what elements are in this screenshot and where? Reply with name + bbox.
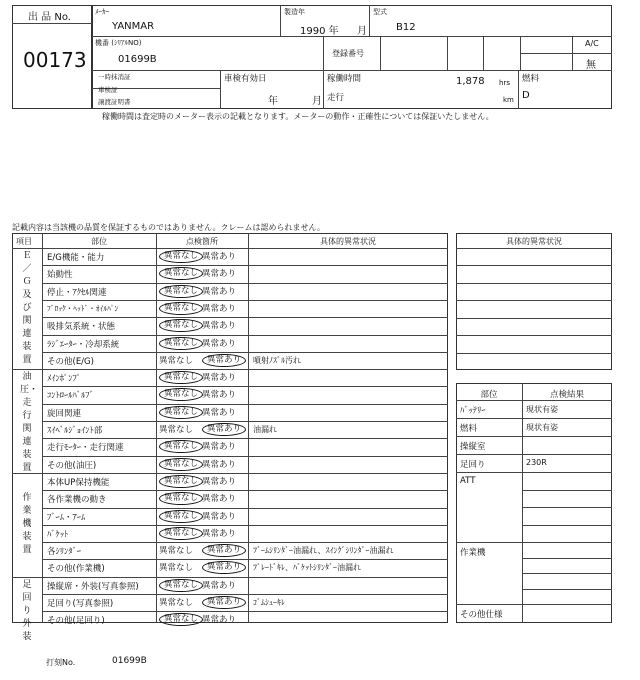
- check-part-label: その他(作業機): [47, 564, 105, 575]
- check-abnormal-option[interactable]: 異常あり: [202, 544, 246, 557]
- ac-value: 無: [586, 60, 596, 71]
- reg-label: 登録番号: [332, 49, 364, 58]
- check-abnormal-option[interactable]: 異常あり: [202, 476, 237, 487]
- check-abnormal-option[interactable]: 異常あり: [202, 303, 237, 314]
- result-part: ATT: [460, 476, 476, 486]
- expiry-year-unit: 年: [268, 96, 278, 107]
- group-label: 作業機装置: [22, 493, 32, 556]
- check-detail-text: ｺﾞﾑｼｭｰｷﾚ: [253, 598, 285, 607]
- inspection-expiry-label: 車検有効日: [224, 74, 267, 84]
- check-part-label: 停止・ｱｸｾﾙ関連: [47, 287, 107, 298]
- check-normal-option[interactable]: 異常なし: [159, 510, 203, 523]
- hours-label: 稼働時間: [327, 74, 362, 84]
- check-normal-option[interactable]: 異常なし: [159, 546, 194, 557]
- distance-unit: km: [503, 96, 514, 104]
- col-check-header: 点検箇所: [186, 237, 218, 246]
- check-part-label: ﾗｼﾞｴｰﾀｰ・冷却系統: [47, 339, 120, 350]
- right-detail-header: 具体的異常状況: [506, 237, 562, 246]
- col-detail-header: 具体的異常状況: [320, 237, 376, 246]
- transfer-cert-label: 譲渡証明書: [98, 98, 131, 106]
- result-part: その他仕様: [460, 610, 503, 620]
- check-part-label: 各作業機の動き: [47, 495, 107, 506]
- model-value: B12: [396, 22, 416, 33]
- check-detail-text: ﾌﾞｰﾑｼﾘﾝﾀﾞｰ油漏れ、ｽｲﾝｸﾞｼﾘﾝﾀﾞｰ油漏れ: [253, 546, 394, 556]
- check-abnormal-option[interactable]: 異常あり: [202, 269, 237, 280]
- result-value: 現状有姿: [526, 423, 558, 432]
- check-part-label: ｽｲﾍﾞﾙｼﾞｮｲﾝﾄ部: [47, 426, 103, 436]
- month-unit: 月: [357, 26, 367, 37]
- serial-value: 01699B: [118, 54, 157, 65]
- check-abnormal-option[interactable]: 異常あり: [202, 494, 237, 505]
- check-part-label: 走行ﾓｰﾀｰ・走行関連: [47, 443, 124, 454]
- right-col-result: 点検結果: [549, 390, 584, 400]
- check-abnormal-option[interactable]: 異常あり: [202, 407, 237, 418]
- lot-label: 出 品 No.: [28, 12, 71, 23]
- check-abnormal-option[interactable]: 異常あり: [202, 561, 246, 574]
- col-part-header: 部位: [91, 237, 107, 246]
- hours-unit: hrs: [499, 79, 510, 87]
- result-part: 作業機: [460, 548, 486, 558]
- check-part-label: その他(油圧): [47, 460, 97, 471]
- check-abnormal-option[interactable]: 異常あり: [202, 596, 246, 609]
- check-normal-option[interactable]: 異常なし: [159, 475, 203, 488]
- temp-reg-label: 一時抹消証: [98, 73, 131, 81]
- check-abnormal-option[interactable]: 異常あり: [202, 528, 237, 539]
- maker-value: YANMAR: [112, 21, 155, 32]
- check-part-label: その他(足回り): [47, 616, 105, 627]
- check-part-label: 旋回関連: [47, 408, 82, 419]
- check-part-label: ﾊﾞｹｯﾄ: [47, 529, 69, 540]
- result-part: 足回り: [460, 460, 486, 470]
- result-part: 操縦室: [460, 442, 486, 452]
- check-normal-option[interactable]: 異常なし: [159, 527, 203, 540]
- check-normal-option[interactable]: 異常なし: [159, 458, 203, 471]
- check-abnormal-option[interactable]: 異常あり: [202, 442, 237, 453]
- check-normal-option[interactable]: 異常なし: [159, 250, 203, 263]
- check-normal-option[interactable]: 異常なし: [159, 598, 194, 608]
- ac-label: A/C: [585, 39, 599, 48]
- lot-number: 00173: [23, 48, 87, 72]
- check-abnormal-option[interactable]: 異常あり: [202, 511, 237, 522]
- result-part: 燃料: [460, 424, 478, 434]
- year-label: 製造年: [284, 8, 305, 16]
- hours-value: 1,878: [456, 76, 485, 87]
- check-abnormal-option[interactable]: 異常あり: [202, 390, 237, 401]
- group-label: 足回り外装: [22, 579, 32, 642]
- maker-label: ﾒｰｶｰ: [95, 8, 109, 16]
- check-normal-option[interactable]: 異常なし: [159, 563, 194, 574]
- right-detail-table: [456, 233, 612, 370]
- check-normal-option[interactable]: 異常なし: [159, 579, 203, 592]
- check-part-label: E/G機能・能力: [47, 253, 105, 263]
- check-part-label: ﾌﾞﾛｯｸ・ﾍｯﾄﾞ・ｵｲﾙﾊﾟﾝ: [47, 303, 119, 313]
- distance-label: 走行: [327, 93, 345, 103]
- inspection-cert-label: 車検証: [98, 86, 118, 94]
- check-part-label: 本体UP保持機能: [47, 477, 110, 488]
- group-label: 油圧・走行関連装置: [20, 372, 39, 474]
- check-normal-option[interactable]: 異常なし: [159, 302, 203, 315]
- check-part-label: 吸排気系統・状態: [47, 322, 116, 333]
- check-part-label: ﾒｲﾝﾎﾟﾝﾌﾟ: [47, 374, 82, 385]
- check-normal-option[interactable]: 異常なし: [159, 267, 203, 280]
- check-part-label: その他(E/G): [47, 356, 94, 367]
- check-abnormal-option[interactable]: 異常あり: [202, 580, 237, 591]
- check-part-label: 各ｼﾘﾝﾀﾞｰ: [47, 547, 82, 558]
- year-value: 1990 年: [300, 26, 339, 37]
- check-abnormal-option[interactable]: 異常あり: [202, 338, 237, 349]
- check-part-label: 始動性: [47, 270, 73, 281]
- check-abnormal-option[interactable]: 異常あり: [202, 615, 237, 626]
- check-abnormal-option[interactable]: 異常あり: [202, 423, 246, 436]
- expiry-month-unit: 月: [312, 96, 322, 107]
- fuel-value: D: [522, 90, 530, 101]
- result-value: 現状有姿: [526, 405, 558, 414]
- check-normal-option[interactable]: 異常なし: [159, 425, 194, 435]
- check-normal-option[interactable]: 異常なし: [159, 613, 203, 626]
- check-abnormal-option[interactable]: 異常あり: [202, 252, 237, 262]
- check-abnormal-option[interactable]: 異常あり: [202, 354, 246, 367]
- check-detail-text: 噴射ﾉｽﾞﾙ汚れ: [253, 355, 301, 365]
- stamp-value: 01699B: [112, 656, 147, 666]
- serial-label: 機番 (ｼﾘｱﾙNO): [95, 39, 142, 47]
- stamp-label: 打刻No.: [46, 658, 76, 667]
- check-abnormal-option[interactable]: 異常あり: [202, 321, 237, 332]
- check-normal-option[interactable]: 異常なし: [159, 319, 203, 332]
- right-result-table: [456, 383, 612, 623]
- check-detail-text: ﾌﾞﾚｰﾄﾞｷﾚ、ﾊﾞｹｯﾄｼﾘﾝﾀﾞｰ油漏れ: [253, 563, 361, 573]
- disclaimer: 記載内容は当該機の品質を保証するものではありません。クレームは認められません。: [12, 223, 325, 232]
- check-part-label: 操縦席・外装(写真参照): [47, 581, 139, 592]
- check-normal-option[interactable]: 異常なし: [159, 285, 203, 298]
- group-label: Ｅ／Ｇ及び関連装置: [22, 251, 32, 366]
- check-normal-option[interactable]: 異常なし: [159, 492, 203, 505]
- check-normal-option[interactable]: 異常なし: [159, 337, 203, 350]
- model-label: 型式: [373, 8, 387, 16]
- result-part: ﾊﾞｯﾃﾘｰ: [460, 406, 486, 416]
- check-part-label: ｺﾝﾄﾛｰﾙﾊﾞﾙﾌﾞ: [47, 391, 94, 402]
- check-normal-option[interactable]: 異常なし: [159, 440, 203, 453]
- right-col-part: 部位: [480, 390, 498, 400]
- check-abnormal-option[interactable]: 異常あり: [202, 286, 237, 297]
- col-item-header: 項目: [16, 237, 32, 246]
- fuel-label: 燃料: [522, 74, 540, 84]
- check-detail-text: 油漏れ: [253, 425, 277, 434]
- hours-notice: 稼働時間は査定時のメーター表示の記載となります。メーターの動作・正確性については保証いたしません。: [102, 112, 494, 121]
- check-normal-option[interactable]: 異常なし: [159, 388, 203, 401]
- check-normal-option[interactable]: 異常なし: [159, 371, 203, 384]
- check-part-label: ﾌﾞｰﾑ・ｱｰﾑ: [47, 512, 86, 523]
- check-abnormal-option[interactable]: 異常あり: [202, 459, 237, 470]
- check-normal-option[interactable]: 異常なし: [159, 355, 194, 366]
- check-abnormal-option[interactable]: 異常あり: [202, 373, 237, 384]
- check-part-label: 足回り(写真参照): [47, 599, 114, 609]
- check-normal-option[interactable]: 異常なし: [159, 406, 203, 419]
- result-value: 230R: [526, 458, 547, 467]
